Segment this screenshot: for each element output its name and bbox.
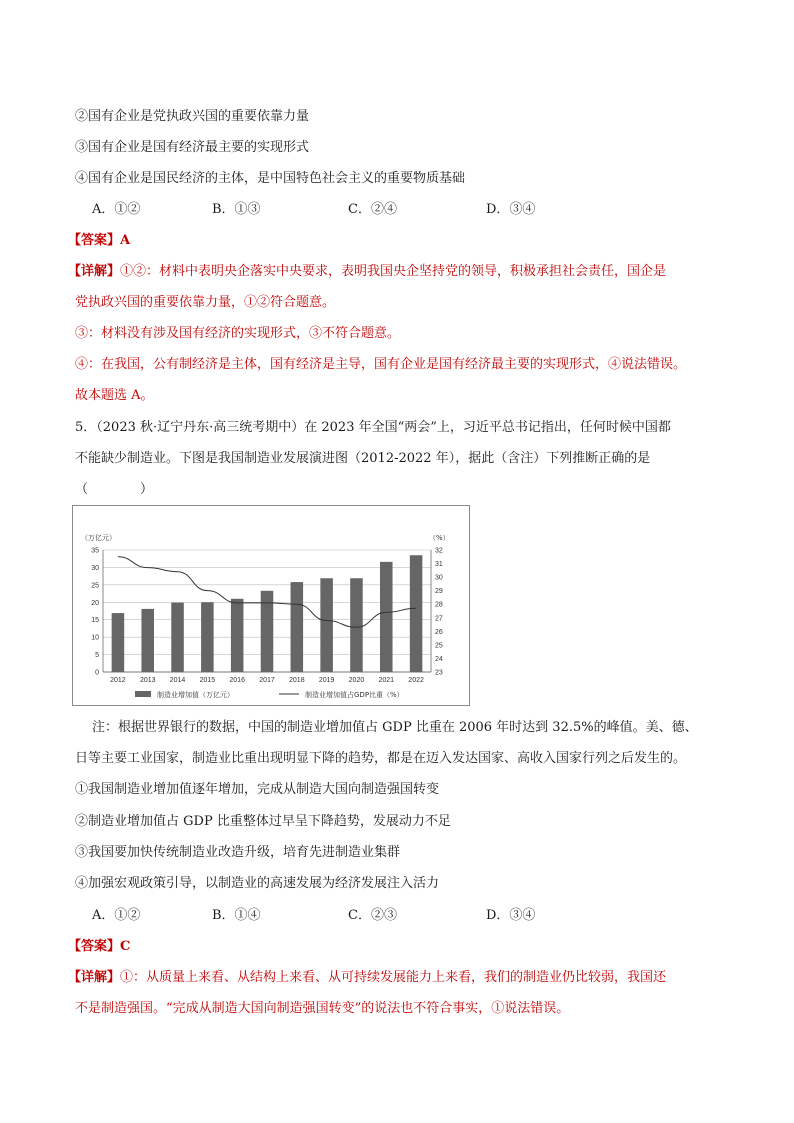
choice-d: D．③④ (486, 202, 536, 217)
q5-detail-line-2: 不是制造强国。“完成从制造大国向制造强国转变”的说法也不符合事实，①说法错误。 (75, 1001, 570, 1016)
right-tick-label: 27 (435, 615, 443, 623)
right-tick-label: 23 (435, 669, 443, 677)
right-tick-label: 26 (435, 628, 443, 636)
left-tick-label: 30 (91, 564, 99, 572)
q5-statement-3: ③我国要加快传统制造业改造升级，培育先进制造业集群 (75, 845, 401, 860)
q5-statement-1: ①我国制造业增加值逐年增加，完成从制造大国向制造强国转变 (75, 782, 440, 797)
q5-stem-3: （ ） (75, 482, 154, 497)
q5-answer-label: 【答案】 (68, 939, 121, 954)
x-tick-label: 2018 (289, 677, 305, 684)
q5-choice-a: A．①② (92, 908, 141, 923)
note-line-1: 注：根据世界银行的数据，中国的制造业增加值占 GDP 比重在 2006 年时达到 32.5%的峰值。美、德、 (92, 720, 698, 735)
q5-stem-1: 5．（2023 秋·辽宁丹东·高三统考期中）在 2023 年全国“两会”上，习近平总书记指出，任何时候中国都 (75, 420, 671, 435)
answer-label: 【答案】 (68, 233, 121, 248)
bar (112, 613, 125, 672)
bar (171, 603, 184, 672)
q5-stem-2: 不能缺少制造业。下图是我国制造业发展演进图（2012-2022 年），据此（含注）下列推断正确的是 (75, 451, 651, 466)
bar (291, 582, 304, 672)
left-tick-label: 5 (95, 652, 99, 660)
q5-statement-2: ②制造业增加值占 GDP 比重整体过早呈下降趋势，发展动力不足 (75, 814, 451, 829)
left-axis-unit: （万亿元） (81, 534, 116, 542)
x-tick-label: 2021 (378, 677, 395, 684)
x-tick-label: 2017 (259, 677, 275, 684)
left-tick-label: 15 (91, 617, 99, 625)
note-line-2: 日等主要工业国家，制造业比重出现明显下降的趋势，都是在迈入发达国家、高收入国家行列之后发生的。 (75, 751, 687, 766)
right-tick-label: 24 (435, 655, 443, 663)
x-tick-label: 2019 (318, 677, 335, 684)
q5-answer-value: C (120, 939, 131, 954)
x-tick-label: 2014 (169, 677, 186, 684)
right-tick-label: 32 (435, 547, 443, 555)
right-tick-label: 29 (435, 588, 443, 596)
right-tick-label: 28 (435, 601, 443, 609)
choice-c: C．②④ (348, 202, 397, 217)
x-tick-label: 2016 (229, 677, 245, 684)
bar (320, 578, 333, 672)
statement-2: ②国有企业是党执政兴国的重要依靠力量 (75, 109, 310, 124)
legend-bar-swatch (135, 691, 151, 697)
detail-line-3: ③：材料没有涉及国有经济的实现形式，③不符合题意。 (75, 326, 401, 341)
q5-detail-text: ①：从质量上来看、从结构上来看、从可持续发展能力上来看，我们的制造业仍比较弱，我国还 (120, 970, 667, 985)
statement-4: ④国有企业是国民经济的主体，是中国特色社会主义的重要物质基础 (75, 171, 466, 186)
q5-answer-line (68, 935, 130, 954)
x-tick-label: 2022 (408, 677, 424, 684)
q5-choice-c: C．②③ (348, 908, 397, 923)
x-tick-label: 2015 (199, 677, 216, 684)
detail-line-4: ④：在我国，公有制经济是主体，国有经济是主导，国有企业是国有经济最主要的实现形式，④说法错误。 (75, 357, 687, 372)
left-tick-label: 10 (91, 634, 99, 642)
q5-detail-line-1 (68, 966, 666, 985)
q5-statement-4: ④加强宏观政策引导，以制造业的高速发展为经济发展注入活力 (75, 876, 440, 891)
detail-label: 【详解】 (68, 264, 121, 279)
bar (350, 578, 363, 672)
x-tick-label: 2020 (348, 677, 365, 684)
detail-text: ①②：材料中表明央企落实中央要求，表明我国央企坚持党的领导，积极承担社会责任，国企是 (120, 264, 667, 279)
answer-line (68, 229, 130, 248)
choice-a: A．①② (92, 202, 141, 217)
left-tick-label: 25 (91, 582, 99, 590)
right-tick-label: 30 (435, 574, 443, 582)
x-tick-label: 2012 (110, 677, 126, 684)
bar (141, 609, 154, 672)
left-tick-label: 20 (91, 599, 99, 607)
detail-line-1 (68, 260, 666, 279)
manufacturing-chart (72, 505, 470, 706)
bar (380, 562, 393, 672)
q5-detail-label: 【详解】 (68, 970, 121, 985)
q5-choice-d: D．③④ (486, 908, 536, 923)
choice-b: B．①③ (212, 202, 261, 217)
answer-value: A (120, 233, 131, 248)
legend-line-label: 制造业增加值占GDP比重（%） (305, 691, 404, 699)
right-tick-label: 25 (435, 642, 443, 650)
right-axis-unit: （%） (429, 534, 450, 542)
legend-bar-label: 制造业增加值（万亿元） (157, 691, 234, 699)
right-tick-label: 31 (435, 561, 443, 569)
bar (201, 602, 214, 672)
q5-choice-b: B．①④ (212, 908, 261, 923)
chart-svg (73, 506, 469, 705)
bar (410, 555, 423, 672)
bar (231, 599, 244, 672)
detail-line-5: 故本题选 A。 (75, 388, 154, 403)
x-tick-label: 2013 (139, 677, 156, 684)
left-tick-label: 0 (95, 669, 99, 677)
statement-3: ③国有企业是国有经济最主要的实现形式 (75, 140, 310, 155)
detail-line-2: 党执政兴国的重要依靠力量，①②符合题意。 (75, 295, 336, 310)
left-tick-label: 35 (91, 547, 99, 555)
